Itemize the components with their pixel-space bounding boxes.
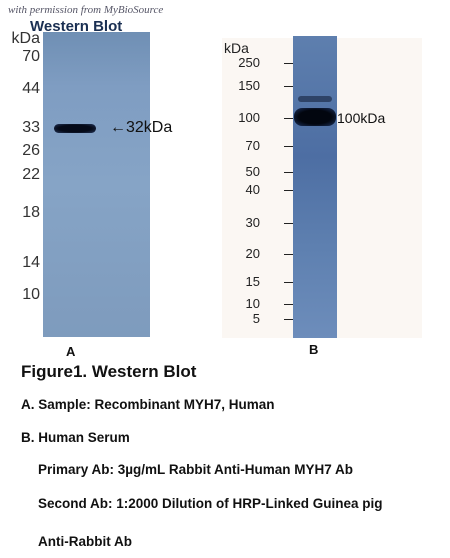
blot-a-tick: 10 [22,286,40,303]
blot-b-tick-mark [284,223,293,224]
lane-b-label: B [309,342,319,357]
blot-b-faint-band [298,96,332,102]
blot-b-tick: 5 [252,311,260,326]
figure-title: Figure1. Western Blot [21,362,197,381]
blot-a-tick: 70 [22,48,40,65]
blot-b-tick-mark [284,304,293,305]
blot-b-tick: 30 [245,215,260,230]
blot-b-tick: 70 [245,138,260,153]
blot-b-tick: 50 [245,164,260,179]
caption-line-b: B. Human Serum [21,430,130,445]
blot-b-tick: 150 [238,78,260,93]
blot-b-tick: 100 [238,110,260,125]
blot-b-tick: 20 [245,246,260,261]
lane-a-label: A [66,344,76,359]
blot-b-tick: 40 [245,182,260,197]
blot-a-unit: kDa [11,30,40,47]
blot-b-tick-mark [284,118,293,119]
blot-b-band-label: 100kDa [337,110,386,126]
blot-b-tick-mark [284,146,293,147]
blot-b-tick-mark [284,172,293,173]
blot-a-title: Western Blot [30,18,123,35]
blot-b-tick-mark [284,86,293,87]
blot-b-unit: kDa [224,40,249,56]
caption-line-a: A. Sample: Recombinant MYH7, Human [21,397,275,412]
blot-b-image [293,36,337,338]
blot-b-tick: 10 [245,296,260,311]
blot-a-tick: 18 [22,204,40,221]
caption-primary-ab: Primary Ab: 3µg/mL Rabbit Anti-Human MYH7 Ab [38,462,354,477]
blot-b-band [294,108,336,126]
blot-a-tick: 14 [22,254,40,271]
blot-b-tick-mark [284,254,293,255]
blot-a-tick: 26 [22,142,40,159]
blot-b-tick-mark [284,63,293,64]
blot-a-band-label: ←32kDa [110,119,173,136]
blot-a-tick: 22 [22,166,40,183]
blot-a-tick: 44 [22,80,40,97]
blot-b-tick-mark [284,319,293,320]
blot-a-image [43,32,150,337]
caption-second-ab-cont: Anti-Rabbit Ab [38,534,132,549]
watermark-text: with permission from MyBioSource [8,4,164,16]
blot-b-tick-mark [284,282,293,283]
blot-b-tick: 15 [245,274,260,289]
caption-second-ab: Second Ab: 1:2000 Dilution of HRP-Linked Guinea pig [38,496,383,511]
blot-a-tick: 33 [22,119,40,136]
blot-b-tick-mark [284,190,293,191]
blot-b-tick: 250 [238,55,260,70]
blot-a-band [54,124,96,133]
